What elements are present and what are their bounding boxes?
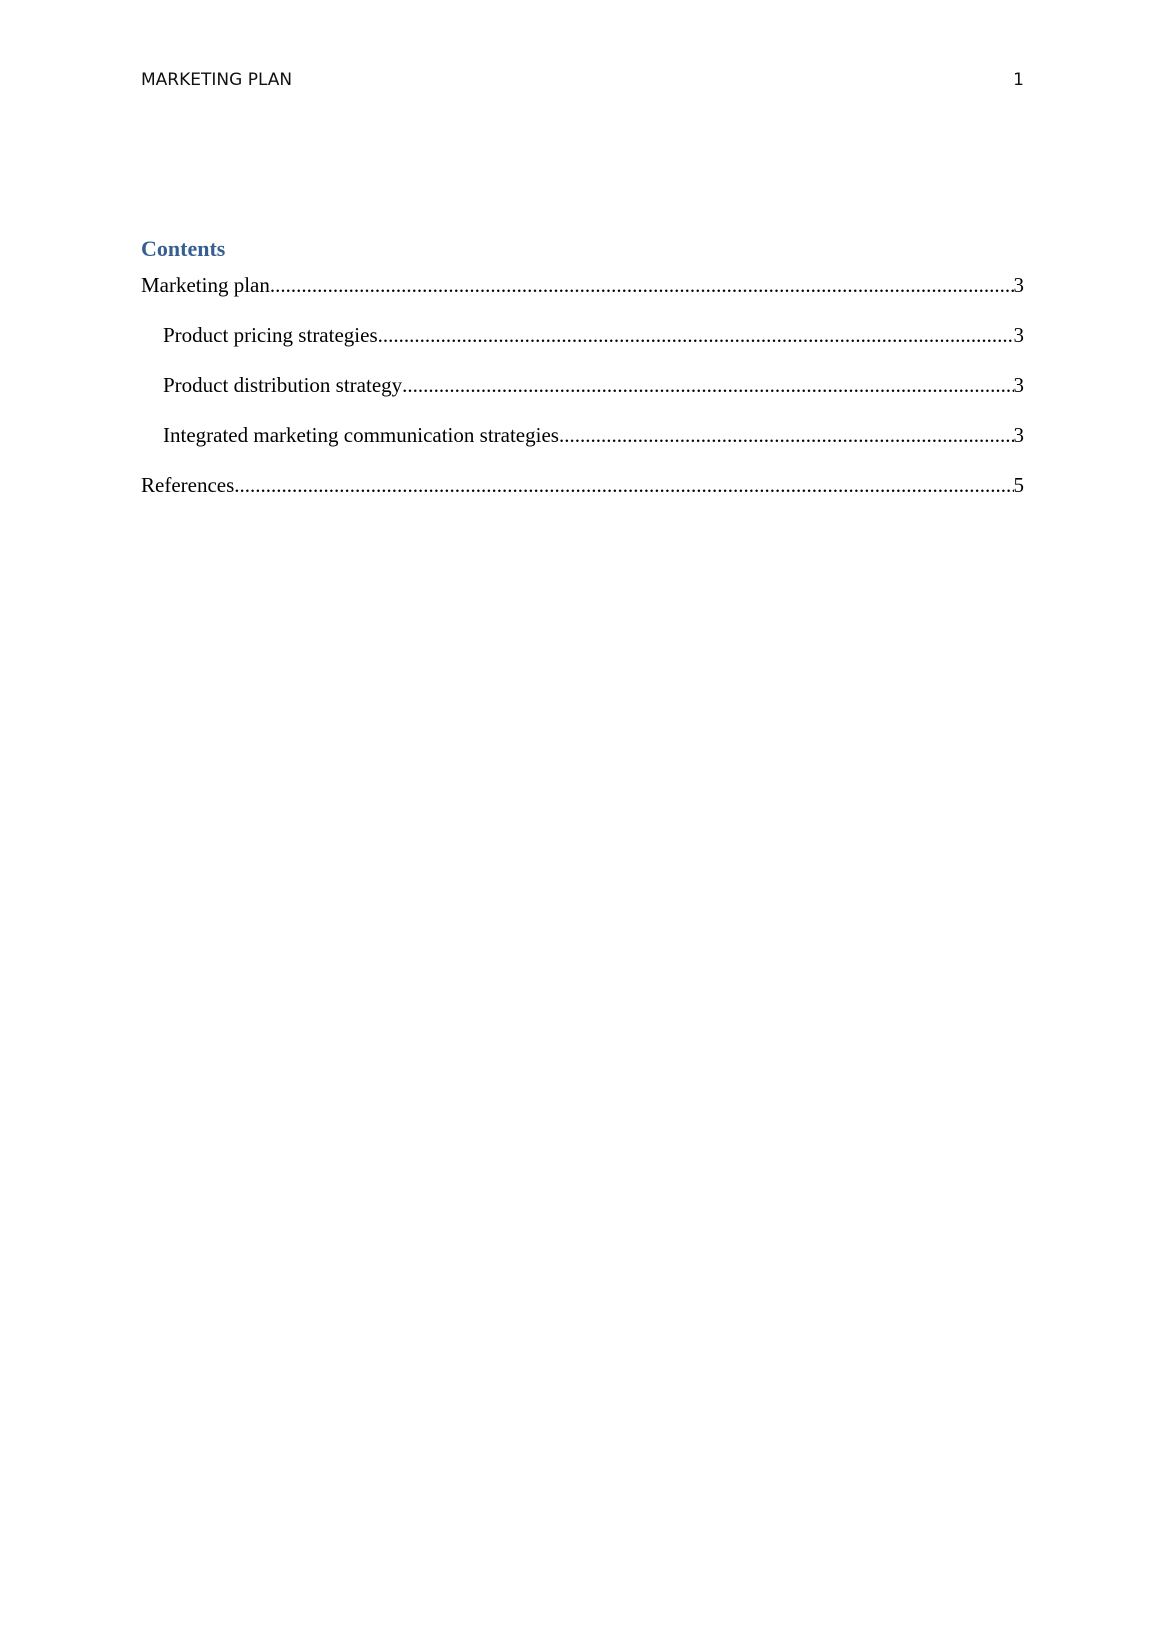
toc-entry-imc-strategies[interactable] bbox=[141, 423, 1024, 473]
toc-heading: Contents bbox=[141, 236, 226, 261]
toc-entry-marketing-plan[interactable] bbox=[141, 273, 1024, 323]
toc-entry-label: Product distribution strategy bbox=[163, 373, 403, 397]
toc-entry-product-pricing[interactable] bbox=[141, 323, 1024, 373]
dot-leader bbox=[559, 423, 1014, 448]
toc-entry-references[interactable] bbox=[141, 473, 1024, 523]
dot-leader bbox=[270, 273, 1014, 298]
toc-entry-page: 3 bbox=[1013, 423, 1024, 447]
toc-entry-label: Integrated marketing communication strategies bbox=[163, 423, 559, 447]
page-header bbox=[141, 70, 1024, 94]
toc-entry-label: Product pricing strategies bbox=[163, 323, 378, 347]
toc-entry-page: 3 bbox=[1013, 323, 1024, 347]
toc-entry-page: 5 bbox=[1013, 473, 1024, 497]
dot-leader bbox=[234, 473, 1013, 498]
dot-leader bbox=[378, 323, 1014, 348]
toc-entry-product-distribution[interactable] bbox=[141, 373, 1024, 423]
toc-entry-page: 3 bbox=[1013, 373, 1024, 397]
dot-leader bbox=[402, 373, 1013, 398]
toc-entry-label: References bbox=[141, 473, 235, 497]
page-number: 1 bbox=[1013, 70, 1024, 90]
toc-entry-label: Marketing plan bbox=[141, 273, 270, 297]
table-of-contents bbox=[141, 273, 1024, 523]
header-title: MARKETING PLAN bbox=[141, 70, 293, 90]
toc-entry-page: 3 bbox=[1013, 273, 1024, 297]
